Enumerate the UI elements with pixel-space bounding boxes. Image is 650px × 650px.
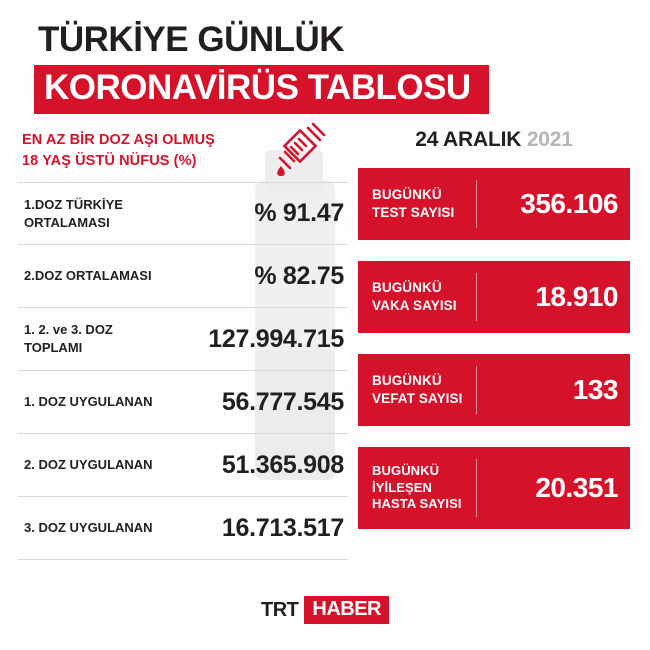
row-value: 16.713.517	[221, 513, 344, 542]
table-row	[18, 371, 348, 434]
table-row	[18, 434, 348, 497]
vaccination-heading-line2: 18 YAŞ ÜSTÜ NÜFUS (%)	[22, 153, 197, 170]
stat-value: 18.910	[535, 281, 618, 312]
row-label: 2.DOZ ORTALAMASI	[24, 268, 152, 284]
table-row	[18, 497, 348, 560]
row-value: 127.994.715	[208, 324, 344, 353]
report-date	[358, 128, 630, 152]
stat-label: BUGÜNKÜ VEFAT SAYISI	[372, 373, 463, 406]
table-row	[18, 245, 348, 308]
report-date-year: 2021	[526, 128, 573, 151]
row-value: % 82.75	[254, 261, 344, 290]
row-value: % 91.47	[254, 199, 344, 228]
row-value: 51.365.908	[221, 450, 344, 479]
footer-logo	[0, 596, 650, 624]
row-label: 1. DOZ UYGULANAN	[24, 394, 153, 410]
table-row	[18, 308, 348, 371]
stat-value: 356.106	[520, 188, 618, 219]
page-title-line2: KORONAVİRÜS TABLOSU	[44, 67, 471, 107]
report-date-day-month: 24 ARALIK	[415, 128, 522, 151]
logo-trt-text: TRT	[260, 598, 299, 621]
stat-value: 133	[572, 374, 618, 405]
divider	[476, 459, 477, 517]
stat-label: BUGÜNKÜ VAKA SAYISI	[372, 280, 457, 313]
stat-label: BUGÜNKÜ TEST SAYISI	[372, 187, 455, 220]
row-label: 2. DOZ UYGULANAN	[24, 457, 153, 473]
row-value: 56.777.545	[221, 387, 344, 416]
table-row	[18, 182, 348, 245]
row-label: 3. DOZ UYGULANAN	[24, 520, 153, 536]
stat-value: 20.351	[535, 472, 618, 503]
page-title-banner	[34, 65, 489, 114]
stat-card-case-count	[358, 261, 630, 333]
stat-card-recovered-count	[358, 447, 630, 529]
divider	[476, 180, 477, 228]
stat-card-death-count	[358, 354, 630, 426]
stat-label: BUGÜNKÜ İYİLEŞEN HASTA SAYISI	[372, 463, 462, 512]
divider	[476, 366, 477, 414]
logo-haber-text: HABER	[304, 596, 389, 624]
row-label: 1.DOZ TÜRKİYE ORTALAMASI	[24, 196, 123, 230]
syringe-icon	[272, 122, 326, 178]
row-label: 1. 2. ve 3. DOZ TOPLAMI	[24, 322, 113, 356]
vaccination-section	[18, 130, 348, 560]
vaccination-table	[18, 182, 348, 560]
page-title-line1: TÜRKİYE GÜNLÜK	[38, 20, 345, 59]
daily-stats-section	[358, 128, 630, 550]
header	[0, 0, 650, 114]
vaccination-heading-line1: EN AZ BİR DOZ AŞI OLMUŞ	[22, 132, 215, 148]
stat-card-test-count	[358, 168, 630, 240]
divider	[476, 273, 477, 321]
